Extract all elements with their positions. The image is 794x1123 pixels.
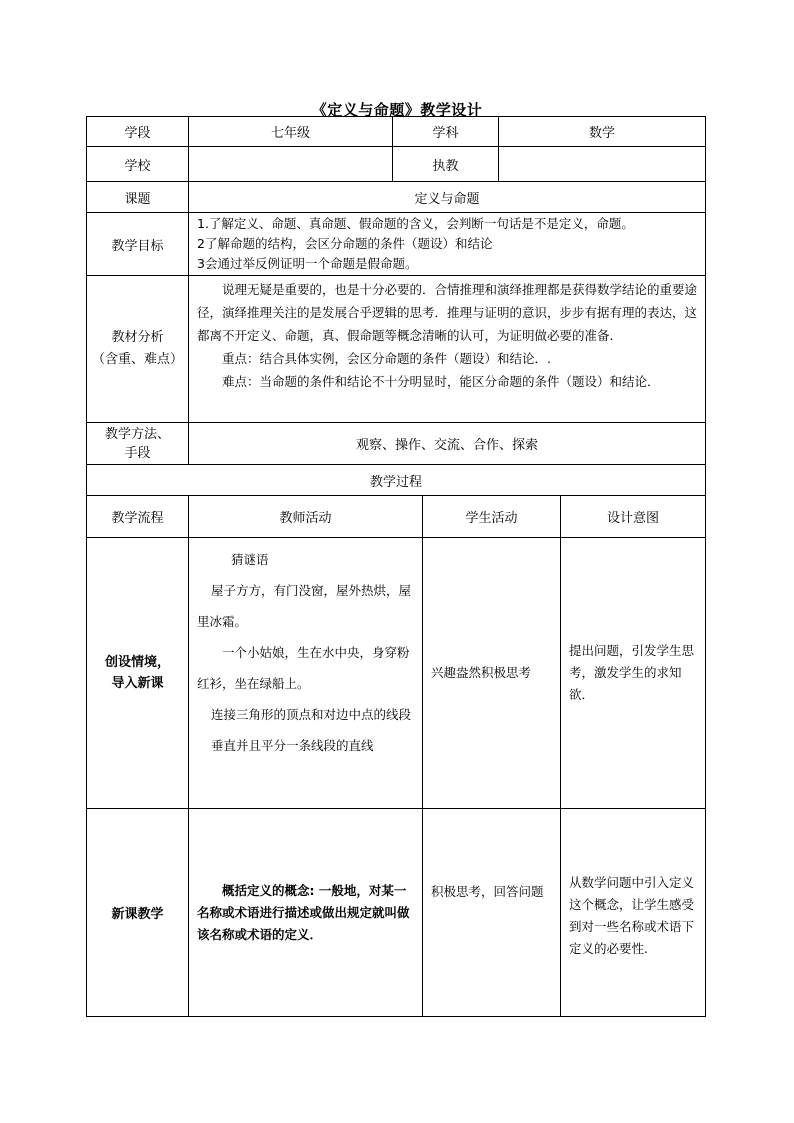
methods-label bbox=[86, 422, 189, 465]
objective-item: 1.了解定义、命题、真命题、假命题的含义，会判断一句话是不是定义，命题。 bbox=[197, 216, 634, 231]
methods-label-line1: 教学方法、 bbox=[104, 426, 170, 442]
teacher-value bbox=[498, 146, 706, 182]
objectives-label: 教学目标 bbox=[86, 212, 189, 276]
analysis-label bbox=[86, 275, 189, 423]
riddle-line: 连接三角形的顶点和对边中点的线段 bbox=[211, 707, 412, 722]
column-header-student: 学生活动 bbox=[422, 495, 561, 538]
analysis-label-line2: （含重、难点） bbox=[91, 352, 183, 367]
column-header-stage: 教学流程 bbox=[86, 495, 189, 538]
student-activity-intro: 兴趣盎然积极思考 bbox=[422, 537, 561, 809]
school-value bbox=[188, 146, 393, 182]
column-header-intent: 设计意图 bbox=[560, 495, 706, 538]
subject-value: 数学 bbox=[498, 116, 706, 147]
stage-new-lesson: 新课教学 bbox=[86, 808, 189, 1017]
teacher-activity-intro bbox=[188, 537, 423, 809]
analysis-label-line1: 教材分析 bbox=[111, 330, 164, 345]
stage-intro: 创设情境， 导入新课 bbox=[86, 537, 189, 809]
column-header-teacher: 教师活动 bbox=[188, 495, 423, 538]
methods-value: 观察、操作、交流、合作、探索 bbox=[188, 422, 706, 465]
student-activity-new-lesson: 积极思考，回答问题 bbox=[422, 808, 561, 1017]
topic-label: 课题 bbox=[86, 181, 189, 213]
objectives-content bbox=[188, 212, 706, 276]
teacher-label: 执教 bbox=[392, 146, 499, 182]
grade-value: 七年级 bbox=[188, 116, 393, 147]
riddle-line: 一个小姑娘，生在水中央，身穿粉红衫，坐在绿船上。 bbox=[197, 645, 410, 691]
design-intent-intro: 提出问题，引发学生思考，激发学生的求知欲． bbox=[560, 537, 706, 809]
objective-item: 2了解命题的结构，会区分命题的条件（题设）和结论 bbox=[197, 236, 493, 251]
school-label: 学校 bbox=[86, 146, 189, 182]
analysis-difficulty: 难点：当命题的条件和结论不十分明显时，能区分命题的条件（题设）和结论． bbox=[222, 374, 660, 389]
objective-item: 3会通过举反例证明一个命题是假命题。 bbox=[197, 256, 418, 271]
definition-concept: 概括定义的概念: 一般地，对某一名称或术语进行描述或做出规定就叫做该名称或术语的定义． bbox=[197, 882, 410, 942]
analysis-content bbox=[188, 275, 706, 423]
methods-label-line2: 手段 bbox=[124, 445, 151, 461]
riddle-line: 垂直并且平分一条线段的直线 bbox=[211, 738, 374, 753]
grade-label: 学段 bbox=[86, 116, 189, 147]
design-intent-new-lesson: 从数学问题中引入定义这个概念，让学生感受到对一些名称或术语下定义的必要性. bbox=[560, 808, 706, 1017]
analysis-paragraph: 说理无疑是重要的，也是十分必要的．合情推理和演绎推理都是获得数学结论的重要途径，演绎推理关注的是发展合乎逻辑的思考．推理与证明的意识，步步有据有理的表达，这都离不开定义、命题，真、假命题等概念清晰的认可，为证明做必要的准备. bbox=[197, 282, 698, 343]
riddle-line: 屋子方方，有门没窗，屋外热烘，屋里冰霜。 bbox=[197, 583, 412, 629]
topic-value: 定义与命题 bbox=[188, 181, 706, 213]
riddle-heading: 猜谜语 bbox=[231, 552, 269, 567]
document-title: 《定义与命题》教学设计 bbox=[311, 101, 483, 119]
teacher-activity-new-lesson bbox=[188, 808, 423, 1017]
process-title: 教学过程 bbox=[86, 464, 706, 496]
subject-label: 学科 bbox=[392, 116, 499, 147]
analysis-key-point: 重点：结合具体实例，会区分命题的条件（题设）和结论．. bbox=[222, 351, 551, 366]
